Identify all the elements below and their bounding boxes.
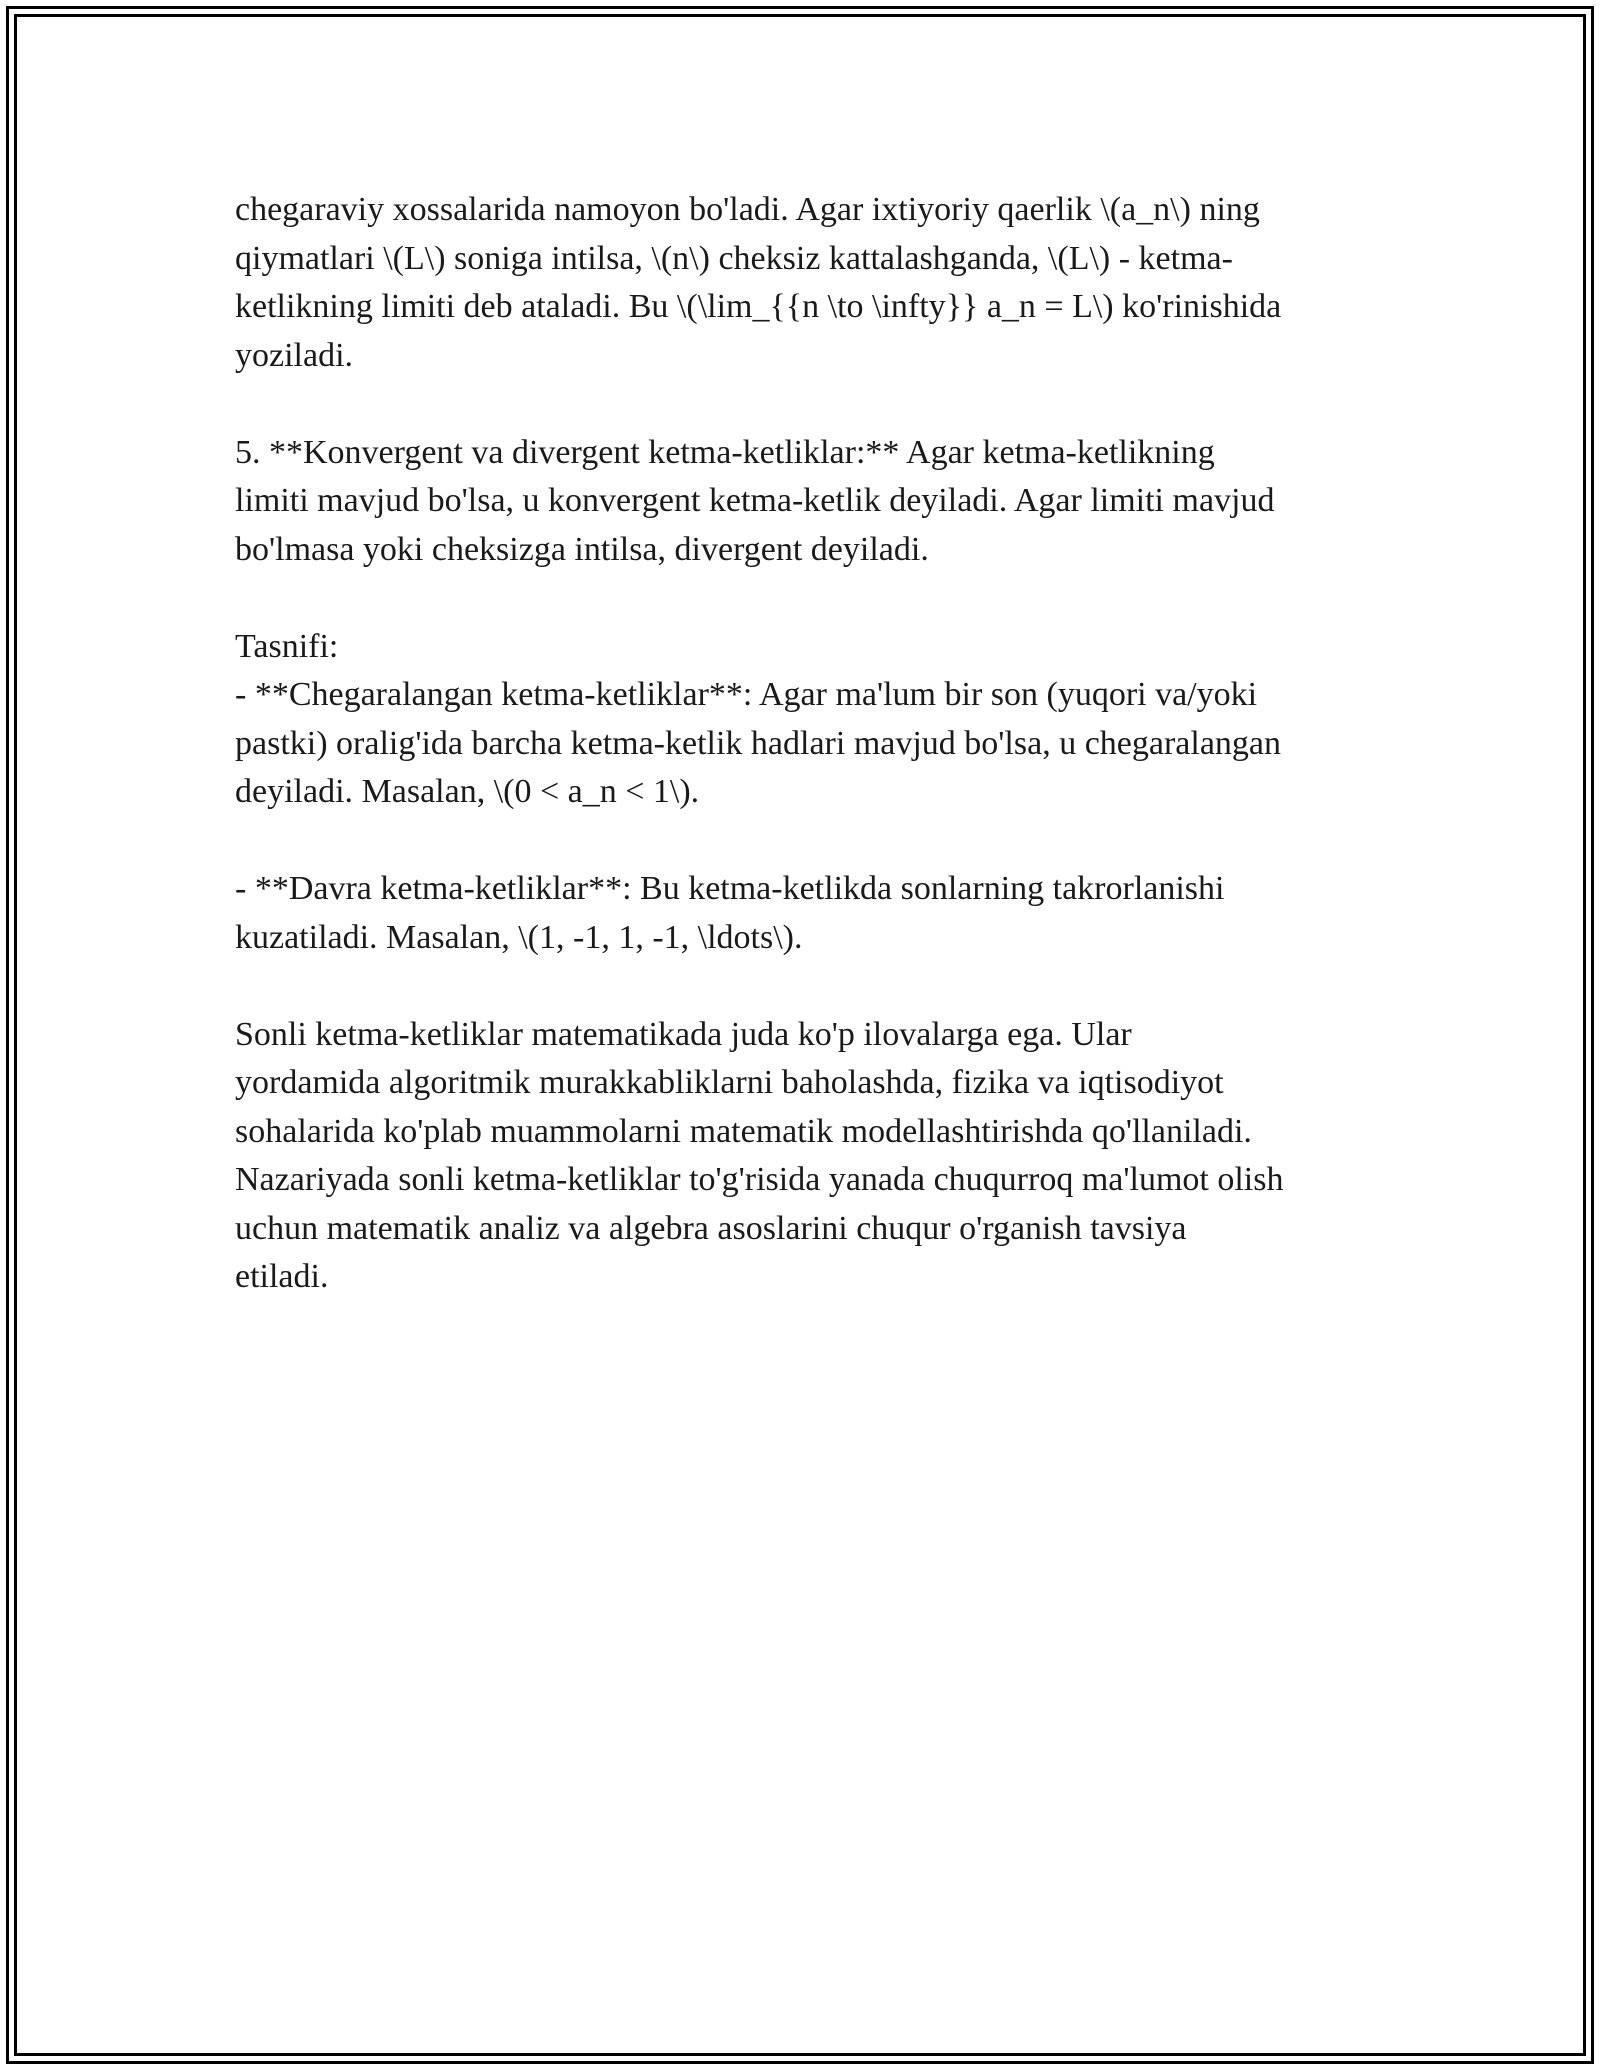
paragraph-classification-heading <box>235 623 1375 672</box>
text-line: yoziladi. <box>235 336 354 374</box>
text-line: yordamida algoritmik murakkabliklarni baholashda, fizika va iqtisodiyot <box>235 1064 1224 1101</box>
text-line: - **Chegaralangan ketma-ketliklar**: Agar ma'lum bir son (yuqori va/yoki <box>235 676 1258 713</box>
text-line: Tasnifi: <box>235 627 339 665</box>
text-line: qiymatlari \(L\) soniga intilsa, \(n\) cheksiz kattalashganda, \(L\) - ketma- <box>235 239 1233 277</box>
paragraph-bounded-sequences <box>235 671 1375 817</box>
text-line: chegaraviy xossalarida namoyon bo'ladi. Agar ixtiyoriy qaerlik \(a_n\) ning <box>235 191 1260 228</box>
text-line: deyiladi. Masalan, \(0 < a_n < 1\). <box>235 773 700 810</box>
text-line: - **Davra ketma-ketliklar**: Bu ketma-ketlikda sonlarning takrorlanishi <box>235 870 1225 907</box>
text-line: sohalarida ko'plab muammolarni matematik modellashtirishda qo'llaniladi. <box>235 1112 1252 1150</box>
paragraph-limit-definition <box>235 186 1375 380</box>
text-line: etiladi. <box>235 1258 329 1295</box>
paragraph-applications <box>235 1011 1375 1302</box>
text-line: bo'lmasa yoki cheksizga intilsa, divergent deyiladi. <box>235 530 929 568</box>
paragraph-convergent-divergent <box>235 429 1375 575</box>
text-line: Sonli ketma-ketliklar matematikada juda ko'p ilovalarga ega. Ular <box>235 1015 1132 1053</box>
paragraph-periodic-sequences <box>235 865 1375 962</box>
text-line: pastki) oralig'ida barcha ketma-ketlik hadlari mavjud bo'lsa, u chegaralangan <box>235 724 1282 762</box>
text-line: kuzatiladi. Masalan, \(1, -1, 1, -1, \ldots\). <box>235 918 803 956</box>
text-line: Nazariyada sonli ketma-ketliklar to'g'risida yanada chuqurroq ma'lumot olish <box>235 1161 1284 1198</box>
text-line: uchun matematik analiz va algebra asoslarini chuqur o'rganish tavsiya <box>235 1209 1187 1247</box>
text-line: ketlikning limiti deb ataladi. Bu \(\lim_{{n \to \infty}} a_n = L\) ko'rinishida <box>235 288 1282 325</box>
text-line: 5. **Konvergent va divergent ketma-ketliklar:** Agar ketma-ketlikning <box>235 433 1215 471</box>
text-line: limiti mavjud bo'lsa, u konvergent ketma-ketlik deyiladi. Agar limiti mavjud <box>235 482 1275 519</box>
document-body <box>235 186 1375 1350</box>
